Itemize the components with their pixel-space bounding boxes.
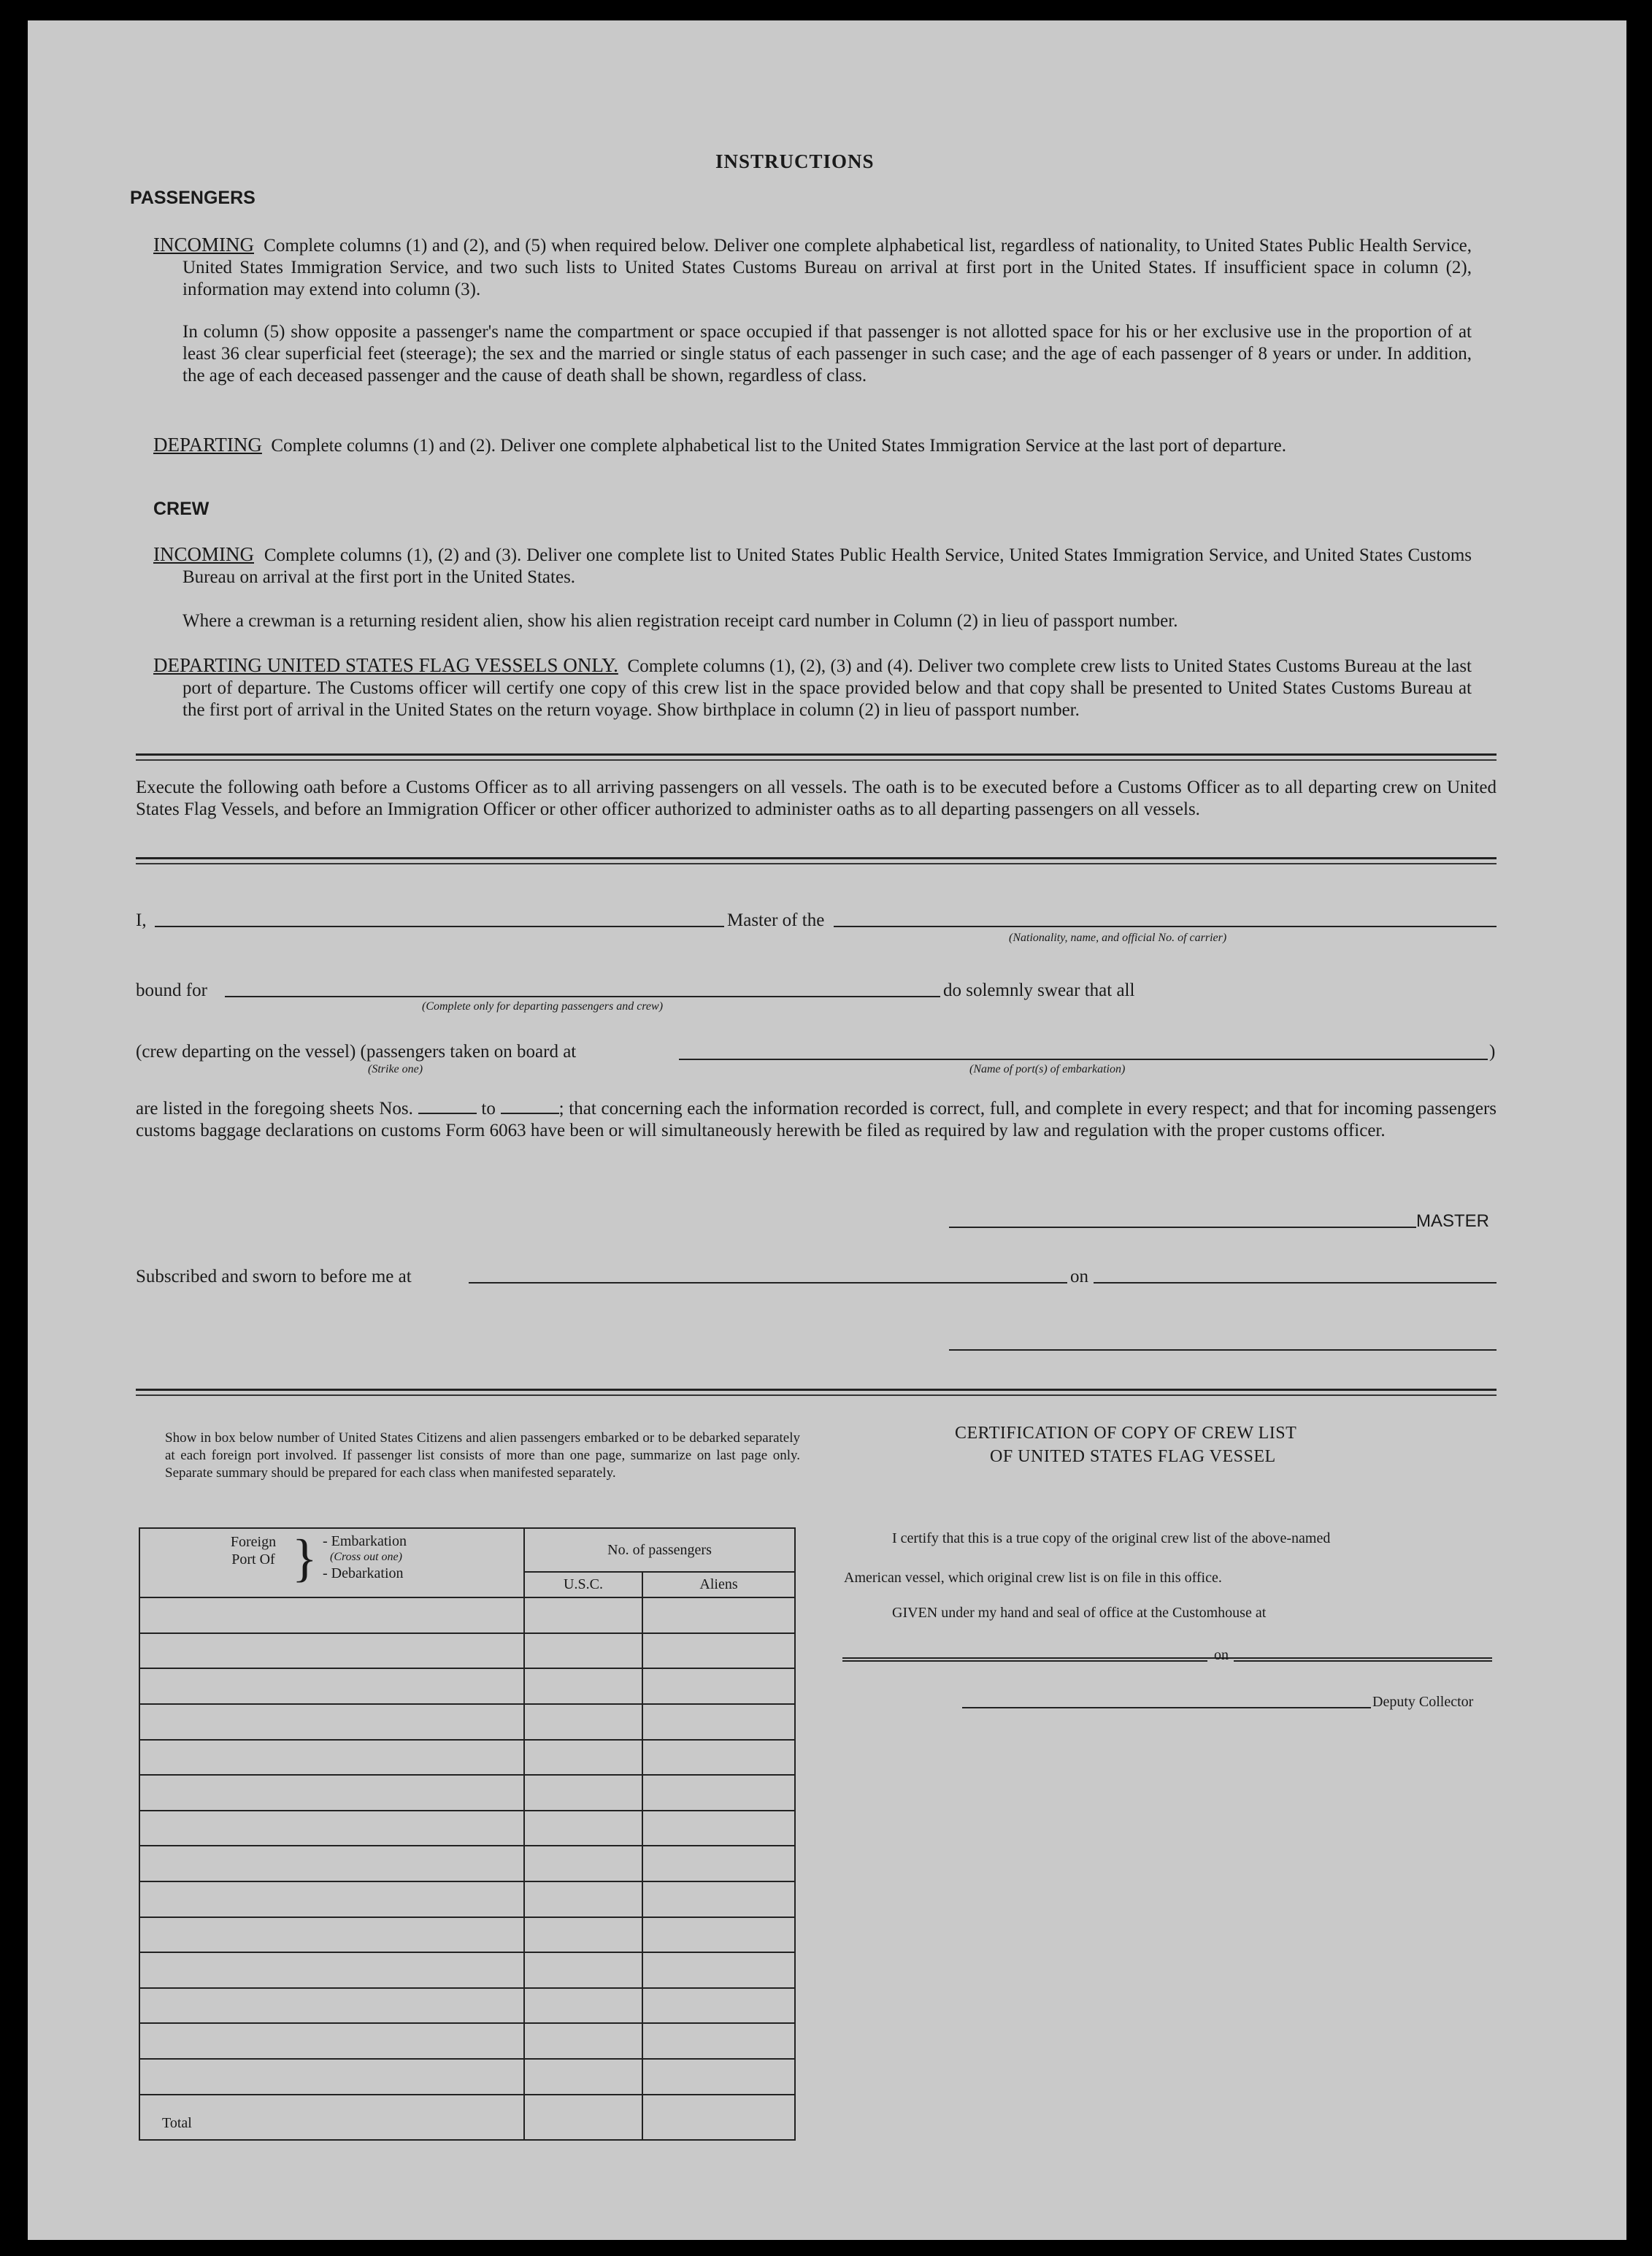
crew-departing-oath: (crew departing on the vessel) (passengers taken on board at: [136, 1042, 577, 1062]
certification-title-2: OF UNITED STATES FLAG VESSEL: [990, 1447, 1276, 1466]
crew-incoming-section: [153, 543, 1472, 588]
passengers-departing-text: Complete columns (1) and (2). Deliver one complete alphabetical list to the United States Immigration Service at the last port of departure.: [271, 436, 1286, 456]
bound-for-label: bound for: [136, 981, 207, 1000]
sheet-from-field[interactable]: [418, 1098, 477, 1114]
bound-for-field[interactable]: [225, 996, 940, 997]
foreign-port-header: [139, 1528, 524, 1597]
certification-title-1: CERTIFICATION OF COPY OF CREW LIST: [955, 1424, 1297, 1443]
master-name-field[interactable]: [155, 926, 724, 927]
brace-icon: }: [292, 1529, 318, 1587]
listed-text-1: are listed in the foregoing sheets Nos.: [136, 1099, 413, 1119]
bound-for-hint: (Complete only for departing passengers and crew): [422, 1000, 664, 1013]
passenger-summary-table: [139, 1527, 796, 2141]
table-row[interactable]: [139, 1704, 795, 1740]
table-row[interactable]: [139, 1633, 795, 1669]
table-header-row: [139, 1528, 795, 1572]
passengers-incoming-label: INCOMING: [153, 234, 254, 256]
passengers-departing-label: DEPARTING: [153, 434, 262, 456]
ports-hint: (Name of port(s) of embarkation): [969, 1063, 1126, 1075]
master-of-label: Master of the: [727, 910, 825, 930]
listed-statement: [136, 1098, 1497, 1142]
divider: [136, 1389, 1497, 1391]
certification-place-field[interactable]: [842, 1660, 1207, 1662]
crew-heading: CREW: [153, 499, 210, 519]
strike-one-hint: (Strike one): [368, 1063, 423, 1075]
subscribed-place-field[interactable]: [469, 1282, 1067, 1284]
crew-incoming-text: Complete columns (1), (2) and (3). Deliver one complete list to United States Public Health Service, United States Immigration Service, and United States Customs Bureau on arrival at the first port in the United States.: [183, 545, 1472, 587]
certification-date-field[interactable]: [1234, 1660, 1492, 1662]
divider: [136, 1394, 1497, 1396]
officer-signature-field[interactable]: [949, 1349, 1497, 1351]
crew-departing-section: [153, 654, 1472, 721]
carrier-field[interactable]: [834, 926, 1497, 927]
deputy-collector-label: Deputy Collector: [1372, 1694, 1474, 1710]
table-row[interactable]: [139, 1811, 795, 1846]
crew-departing-text: Complete columns (1), (2), (3) and (4). Deliver two complete crew lists to United States Customs Bureau at the last port of departure. The Customs officer will certify one copy of this crew list in the space provided below and that copy shall be presented to United States Customs Bureau at the first port of arrival in the United States on the return voyage. Show birthplace in column (2) in lieu of passport number.: [183, 656, 1472, 720]
subscribed-date-field[interactable]: [1094, 1282, 1497, 1284]
sheet-to-field[interactable]: [501, 1098, 559, 1114]
table-row[interactable]: [139, 1988, 795, 2024]
divider: [136, 863, 1497, 864]
subscribed-on-label: on: [1070, 1267, 1088, 1286]
table-row[interactable]: [139, 1881, 795, 1917]
page-title: INSTRUCTIONS: [715, 150, 875, 172]
table-row[interactable]: [139, 1668, 795, 1704]
table-row[interactable]: [139, 1740, 795, 1776]
close-paren: ): [1489, 1042, 1496, 1062]
master-signature-field[interactable]: [949, 1227, 1416, 1228]
aliens-header: Aliens: [642, 1572, 795, 1597]
summary-instructions: Show in box below number of United States Citizens and alien passengers embarked or to be debarked separately at each foreign port involved. If passenger list consists of more than one page, summarize on last page only. Separate summary should be prepared for each class when manifested separately.: [165, 1430, 800, 1481]
master-label: MASTER: [1416, 1211, 1490, 1231]
swear-text: do solemnly swear that all: [943, 981, 1135, 1000]
carrier-hint: (Nationality, name, and official No. of carrier): [1009, 932, 1227, 944]
passengers-incoming-text: Complete columns (1) and (2), and (5) when required below. Deliver one complete alphabetical list, regardless of nationality, to United States Public Health Service, United States Immigration Service, and two such lists to United States Customs Bureau on arrival at first port in the United States. If insufficient space in column (2), information may extend into column (3).: [183, 236, 1472, 299]
table-row[interactable]: [139, 1917, 795, 1953]
foreign-port-label: Foreign Port Of: [230, 1534, 277, 1568]
certify-line-1: I certify that this is a true copy of the original crew list of the above-named: [892, 1530, 1331, 1546]
divider: [136, 753, 1497, 756]
table-row[interactable]: [139, 1846, 795, 1881]
form-page: [28, 20, 1626, 2240]
usc-header: U.S.C.: [524, 1572, 642, 1597]
table-row[interactable]: [139, 1952, 795, 1988]
table-row[interactable]: [139, 1597, 795, 1633]
divider: [136, 759, 1497, 761]
passengers-departing-section: [153, 434, 1472, 457]
subscribed-label: Subscribed and sworn to before me at: [136, 1267, 412, 1286]
passengers-incoming-section: [153, 234, 1472, 301]
table-row[interactable]: [139, 1775, 795, 1811]
certification-on-label: on: [1214, 1647, 1229, 1663]
debarkation-label: - Debarkation: [323, 1565, 404, 1581]
crew-resident-text: Where a crewman is a returning resident alien, show his alien registration receipt card number in Column (2) in lieu of passport number.: [183, 611, 1178, 631]
oath-intro: Execute the following oath before a Customs Officer as to all arriving passengers on all vessels. The oath is to be executed before a Customs Officer as to all departing crew on United States Flag Vessels, and before an Immigration Officer or other officer authorized to administer oaths as to all departing passengers on all vessels.: [136, 778, 1497, 819]
given-line: GIVEN under my hand and seal of office at the Customhouse at: [892, 1605, 1267, 1621]
total-label: Total: [139, 2095, 524, 2140]
embarkation-ports-field[interactable]: [679, 1059, 1488, 1060]
table-row[interactable]: [139, 2023, 795, 2059]
no-passengers-header: No. of passengers: [524, 1528, 795, 1572]
deputy-signature-field[interactable]: [962, 1707, 1371, 1708]
passengers-heading: PASSENGERS: [130, 188, 256, 208]
passengers-column5-text: In column (5) show opposite a passenger's name the compartment or space occupied if that passenger is not allotted space for his or her exclusive use in the proportion of at least 36 clear superficial feet (steerage); the sex and the married or single status of each passenger in such case; and the age of each passenger of 8 years or under. In addition, the age of each deceased passenger and the cause of death shall be shown, regardless of class.: [183, 322, 1472, 385]
crew-departing-label: DEPARTING UNITED STATES FLAG VESSELS ONLY.: [153, 654, 618, 676]
cross-out-hint: (Cross out one): [330, 1551, 402, 1563]
oath-i-label: I,: [136, 910, 147, 930]
divider: [136, 857, 1497, 859]
table-row[interactable]: [139, 2059, 795, 2095]
listed-to: to: [481, 1099, 496, 1119]
crew-incoming-label: INCOMING: [153, 543, 254, 565]
customhouse-field[interactable]: [842, 1657, 1492, 1659]
total-row[interactable]: [139, 2095, 795, 2140]
embarkation-label: - Embarkation: [323, 1533, 407, 1549]
certify-line-2: American vessel, which original crew list is on file in this office.: [844, 1570, 1222, 1586]
listed-text-2: ; that concerning each the information recorded is correct, full, and complete in every respect; and that for incoming passengers customs baggage declarations on customs Form 6063 have been or will simultaneously herewith be filed as required by law and regulation with the proper customs officer.: [136, 1099, 1497, 1140]
